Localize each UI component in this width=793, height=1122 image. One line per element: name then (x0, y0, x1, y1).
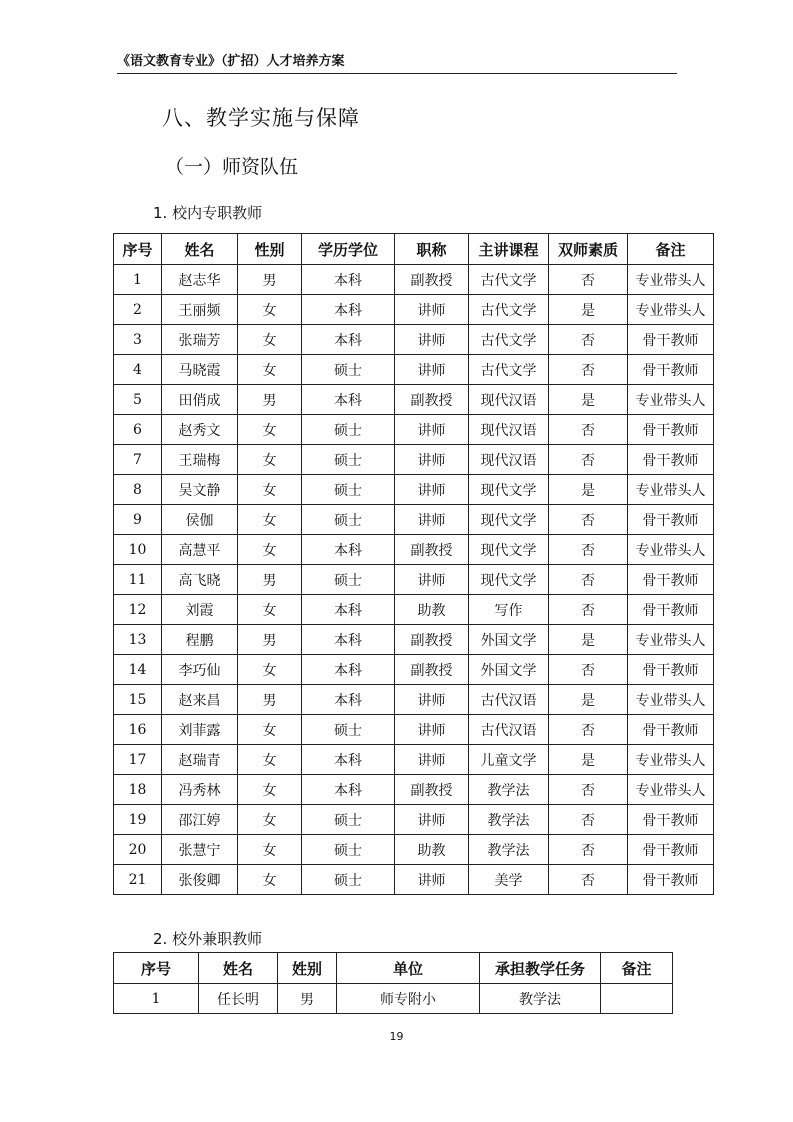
cell-degree: 硕士 (302, 715, 395, 745)
col-header-index: 序号 (114, 234, 162, 265)
col-header-remarks: 备注 (601, 953, 673, 984)
cell-degree: 硕士 (302, 415, 395, 445)
cell-degree: 硕士 (302, 865, 395, 895)
cell-name: 任长明 (199, 984, 278, 1014)
col-header-name: 姓名 (162, 234, 238, 265)
cell-dual-qualified: 是 (549, 475, 628, 505)
col-header-teaching-task: 承担教学任务 (480, 953, 601, 984)
cell-dual-qualified: 否 (549, 715, 628, 745)
col-header-degree: 学历学位 (302, 234, 395, 265)
table-row (114, 595, 714, 625)
cell-degree: 硕士 (302, 475, 395, 505)
cell-index: 6 (114, 415, 162, 445)
col-header-index: 序号 (114, 953, 199, 984)
table-row (114, 475, 714, 505)
cell-dual-qualified: 否 (549, 415, 628, 445)
cell-gender: 男 (238, 265, 302, 295)
cell-course: 教学法 (469, 805, 549, 835)
cell-course: 美学 (469, 865, 549, 895)
cell-course: 古代文学 (469, 325, 549, 355)
cell-dual-qualified: 是 (549, 685, 628, 715)
internal-teachers-table (113, 233, 714, 895)
cell-gender: 女 (238, 745, 302, 775)
cell-remarks: 骨干教师 (628, 595, 714, 625)
cell-index: 2 (114, 295, 162, 325)
cell-course: 外国文学 (469, 655, 549, 685)
cell-degree: 硕士 (302, 355, 395, 385)
cell-name: 高飞晓 (162, 565, 238, 595)
cell-remarks: 骨干教师 (628, 715, 714, 745)
cell-name: 吴文静 (162, 475, 238, 505)
table-row (114, 984, 673, 1014)
cell-gender: 男 (238, 625, 302, 655)
col-header-gender: 姓别 (278, 953, 337, 984)
table-row (114, 535, 714, 565)
cell-name: 赵秀文 (162, 415, 238, 445)
cell-remarks: 骨干教师 (628, 445, 714, 475)
cell-title: 副教授 (395, 655, 469, 685)
cell-degree: 本科 (302, 625, 395, 655)
cell-remarks: 骨干教师 (628, 865, 714, 895)
cell-index: 1 (114, 265, 162, 295)
cell-gender: 女 (238, 445, 302, 475)
cell-title: 副教授 (395, 775, 469, 805)
cell-dual-qualified: 否 (549, 805, 628, 835)
internal-teachers-heading: 1. 校内专职教师 (153, 204, 263, 222)
cell-remarks: 骨干教师 (628, 565, 714, 595)
cell-course: 古代文学 (469, 355, 549, 385)
table-row (114, 265, 714, 295)
page-number: 19 (389, 1030, 404, 1043)
cell-name: 张瑞芳 (162, 325, 238, 355)
cell-unit: 师专附小 (337, 984, 480, 1014)
cell-index: 20 (114, 835, 162, 865)
cell-degree: 硕士 (302, 565, 395, 595)
cell-index: 1 (114, 984, 199, 1014)
cell-course: 现代文学 (469, 535, 549, 565)
cell-degree: 硕士 (302, 805, 395, 835)
cell-remarks: 骨干教师 (628, 505, 714, 535)
cell-index: 21 (114, 865, 162, 895)
cell-title: 讲师 (395, 355, 469, 385)
cell-teaching-task: 教学法 (480, 984, 601, 1014)
cell-name: 程鹏 (162, 625, 238, 655)
table-row (114, 865, 714, 895)
header-rule (117, 73, 677, 74)
cell-remarks: 专业带头人 (628, 745, 714, 775)
cell-course: 儿童文学 (469, 745, 549, 775)
cell-course: 写作 (469, 595, 549, 625)
table-row (114, 295, 714, 325)
cell-dual-qualified: 否 (549, 355, 628, 385)
table-row (114, 655, 714, 685)
cell-course: 教学法 (469, 835, 549, 865)
cell-name: 高慧平 (162, 535, 238, 565)
cell-gender: 女 (238, 835, 302, 865)
table-row (114, 325, 714, 355)
cell-course: 现代文学 (469, 475, 549, 505)
cell-degree: 本科 (302, 685, 395, 715)
cell-index: 3 (114, 325, 162, 355)
external-teachers-table (113, 952, 673, 1014)
cell-degree: 本科 (302, 325, 395, 355)
cell-remarks (601, 984, 673, 1014)
cell-title: 讲师 (395, 415, 469, 445)
cell-course: 现代文学 (469, 565, 549, 595)
cell-title: 副教授 (395, 625, 469, 655)
cell-name: 王瑞梅 (162, 445, 238, 475)
cell-name: 赵瑞青 (162, 745, 238, 775)
cell-title: 副教授 (395, 385, 469, 415)
cell-title: 讲师 (395, 565, 469, 595)
cell-gender: 女 (238, 775, 302, 805)
cell-index: 13 (114, 625, 162, 655)
cell-index: 9 (114, 505, 162, 535)
cell-title: 讲师 (395, 715, 469, 745)
cell-name: 邵江婷 (162, 805, 238, 835)
cell-dual-qualified: 否 (549, 325, 628, 355)
cell-degree: 本科 (302, 265, 395, 295)
cell-degree: 本科 (302, 295, 395, 325)
cell-dual-qualified: 是 (549, 385, 628, 415)
col-header-remarks: 备注 (628, 234, 714, 265)
cell-name: 赵来昌 (162, 685, 238, 715)
cell-gender: 男 (238, 385, 302, 415)
cell-course: 古代文学 (469, 295, 549, 325)
cell-remarks: 专业带头人 (628, 775, 714, 805)
cell-title: 副教授 (395, 535, 469, 565)
cell-index: 15 (114, 685, 162, 715)
cell-remarks: 骨干教师 (628, 355, 714, 385)
col-header-title: 职称 (395, 234, 469, 265)
cell-remarks: 骨干教师 (628, 325, 714, 355)
table-row (114, 505, 714, 535)
cell-course: 现代汉语 (469, 445, 549, 475)
cell-dual-qualified: 否 (549, 775, 628, 805)
cell-index: 18 (114, 775, 162, 805)
cell-title: 讲师 (395, 505, 469, 535)
cell-course: 现代汉语 (469, 415, 549, 445)
cell-remarks: 骨干教师 (628, 655, 714, 685)
cell-index: 5 (114, 385, 162, 415)
cell-gender: 女 (238, 865, 302, 895)
cell-degree: 本科 (302, 745, 395, 775)
cell-remarks: 骨干教师 (628, 835, 714, 865)
cell-dual-qualified: 是 (549, 745, 628, 775)
cell-dual-qualified: 否 (549, 265, 628, 295)
cell-dual-qualified: 是 (549, 625, 628, 655)
col-header-unit: 单位 (337, 953, 480, 984)
cell-remarks: 骨干教师 (628, 415, 714, 445)
cell-gender: 女 (238, 715, 302, 745)
cell-course: 古代汉语 (469, 715, 549, 745)
cell-remarks: 专业带头人 (628, 475, 714, 505)
cell-gender: 女 (238, 805, 302, 835)
cell-index: 12 (114, 595, 162, 625)
cell-remarks: 专业带头人 (628, 625, 714, 655)
table-row (114, 745, 714, 775)
cell-index: 8 (114, 475, 162, 505)
table-row (114, 355, 714, 385)
col-header-gender: 性别 (238, 234, 302, 265)
cell-course: 教学法 (469, 775, 549, 805)
internal-table-header-row (114, 234, 714, 265)
cell-title: 助教 (395, 595, 469, 625)
cell-dual-qualified: 否 (549, 535, 628, 565)
table-row (114, 565, 714, 595)
cell-remarks: 骨干教师 (628, 805, 714, 835)
external-teachers-heading: 2. 校外兼职教师 (153, 930, 263, 948)
cell-gender: 男 (238, 685, 302, 715)
cell-degree: 硕士 (302, 835, 395, 865)
table-row (114, 835, 714, 865)
table-row (114, 415, 714, 445)
cell-gender: 女 (238, 655, 302, 685)
cell-dual-qualified: 否 (549, 835, 628, 865)
table-row (114, 625, 714, 655)
cell-remarks: 专业带头人 (628, 385, 714, 415)
cell-title: 讲师 (395, 745, 469, 775)
section-subtitle: （一）师资队伍 (165, 156, 299, 178)
cell-dual-qualified: 是 (549, 295, 628, 325)
table-row (114, 775, 714, 805)
cell-title: 讲师 (395, 805, 469, 835)
cell-gender: 女 (238, 355, 302, 385)
cell-course: 现代汉语 (469, 385, 549, 415)
cell-name: 李巧仙 (162, 655, 238, 685)
cell-index: 16 (114, 715, 162, 745)
cell-dual-qualified: 否 (549, 565, 628, 595)
cell-dual-qualified: 否 (549, 505, 628, 535)
cell-gender: 女 (238, 415, 302, 445)
cell-degree: 硕士 (302, 505, 395, 535)
cell-degree: 硕士 (302, 445, 395, 475)
cell-name: 王丽频 (162, 295, 238, 325)
cell-index: 17 (114, 745, 162, 775)
cell-gender: 女 (238, 475, 302, 505)
cell-dual-qualified: 否 (549, 445, 628, 475)
cell-name: 侯伽 (162, 505, 238, 535)
cell-name: 冯秀林 (162, 775, 238, 805)
cell-title: 讲师 (395, 295, 469, 325)
cell-index: 11 (114, 565, 162, 595)
cell-title: 讲师 (395, 445, 469, 475)
col-header-name: 姓名 (199, 953, 278, 984)
external-table-header-row (114, 953, 673, 984)
cell-name: 刘霞 (162, 595, 238, 625)
cell-dual-qualified: 否 (549, 595, 628, 625)
cell-course: 外国文学 (469, 625, 549, 655)
cell-course: 古代汉语 (469, 685, 549, 715)
cell-degree: 本科 (302, 535, 395, 565)
cell-title: 副教授 (395, 265, 469, 295)
col-header-course: 主讲课程 (469, 234, 549, 265)
cell-name: 张俊卿 (162, 865, 238, 895)
cell-title: 助教 (395, 835, 469, 865)
cell-title: 讲师 (395, 865, 469, 895)
cell-gender: 女 (238, 505, 302, 535)
cell-gender: 男 (278, 984, 337, 1014)
cell-index: 19 (114, 805, 162, 835)
cell-remarks: 专业带头人 (628, 265, 714, 295)
cell-gender: 女 (238, 595, 302, 625)
cell-degree: 本科 (302, 595, 395, 625)
table-row (114, 715, 714, 745)
table-row (114, 685, 714, 715)
cell-gender: 女 (238, 535, 302, 565)
cell-name: 马晓霞 (162, 355, 238, 385)
cell-title: 讲师 (395, 475, 469, 505)
cell-course: 古代文学 (469, 265, 549, 295)
cell-remarks: 专业带头人 (628, 535, 714, 565)
cell-name: 刘菲露 (162, 715, 238, 745)
cell-dual-qualified: 否 (549, 865, 628, 895)
document-header: 《语文教育专业》（扩招）人才培养方案 (117, 54, 345, 69)
cell-name: 张慧宁 (162, 835, 238, 865)
table-row (114, 805, 714, 835)
section-title: 八、教学实施与保障 (162, 106, 360, 130)
table-row (114, 385, 714, 415)
cell-course: 现代文学 (469, 505, 549, 535)
cell-remarks: 专业带头人 (628, 295, 714, 325)
cell-index: 4 (114, 355, 162, 385)
cell-degree: 本科 (302, 775, 395, 805)
cell-name: 田俏成 (162, 385, 238, 415)
cell-index: 7 (114, 445, 162, 475)
cell-gender: 女 (238, 295, 302, 325)
cell-name: 赵志华 (162, 265, 238, 295)
cell-index: 14 (114, 655, 162, 685)
cell-remarks: 专业带头人 (628, 685, 714, 715)
cell-title: 讲师 (395, 325, 469, 355)
table-row (114, 445, 714, 475)
cell-index: 10 (114, 535, 162, 565)
cell-title: 讲师 (395, 685, 469, 715)
cell-gender: 男 (238, 565, 302, 595)
col-header-dual-qualified: 双师素质 (549, 234, 628, 265)
cell-degree: 本科 (302, 655, 395, 685)
cell-degree: 本科 (302, 385, 395, 415)
cell-gender: 女 (238, 325, 302, 355)
cell-dual-qualified: 否 (549, 655, 628, 685)
